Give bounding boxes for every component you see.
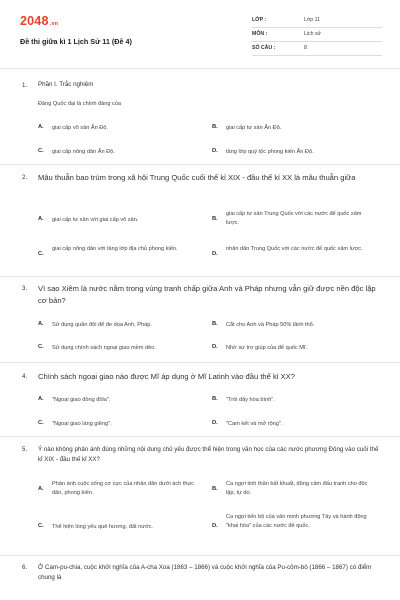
option-letter: B. [212, 321, 218, 327]
option-text: Sử dụng quân đội để đe dọa Anh, Pháp. [52, 322, 152, 328]
question-number: 2. [22, 174, 28, 181]
page-header [20, 14, 382, 60]
logo-suffix: .vn [49, 21, 59, 27]
divider [0, 555, 400, 556]
question-subtext: Đảng Quốc đại là chính đảng của [38, 101, 122, 107]
option-letter: C. [38, 344, 44, 350]
divider [0, 362, 400, 363]
meta-row-subject [252, 28, 382, 42]
option-text: giai cấp vô sản Ấn Độ. [52, 125, 108, 131]
option-text: "Ngoại giao láng giềng". [52, 421, 112, 427]
option-letter: A. [38, 321, 44, 327]
option-letter: C. [38, 251, 44, 257]
option-text: giai cấp tư sản với giai cấp vô sản. [52, 217, 139, 223]
option-letter: B. [212, 124, 218, 130]
option-text: Phản ánh cuộc sống cơ cực của nhân dân dưới ách thực dân, phong kiến. [52, 481, 195, 496]
option-letter: A. [38, 124, 44, 130]
option-text: Ca ngợi tiến bộ của văn minh phương Tây và hành động "khai hóa" của các nước đế quốc. [226, 514, 367, 529]
option-letter: D. [212, 420, 218, 426]
option-letter: B. [212, 396, 218, 402]
question-number: 3. [22, 285, 28, 292]
meta-value: Lịch sử [304, 31, 322, 37]
option-letter: C. [38, 420, 44, 426]
option-text: nhân dân Trung Quốc với các nước đế quốc xâm lược. [226, 246, 363, 252]
option-text: giai cấp nông dân Ấn Độ. [52, 149, 115, 155]
meta-row-class [252, 14, 382, 28]
option-text: giai cấp tư sản Trung Quốc với các nước đế quốc xâm lược. [226, 211, 362, 226]
divider [0, 164, 400, 165]
question-text: Chính sách ngoại giao nào được Mĩ áp dụng ở Mĩ Latinh vào đầu thế kỉ XX? [38, 372, 295, 381]
question-text: Ở Cam-pu-chia, cuộc khởi nghĩa của A-cha Xoa (1863 – 1866) và cuộc khởi nghĩa của Pu-côm-bô (1866 – 1867) có điểm chung là [38, 564, 372, 581]
option-letter: D. [212, 523, 218, 529]
option-text: Sử dụng chính sách ngoại giao mềm dẻo. [52, 345, 156, 351]
logo-text: 2048 [20, 14, 49, 28]
question-text: Ý nào không phản ánh đúng những nội dung chủ yếu được thể hiện trong văn học của các nước phương Đông vào cuối thế kỉ XIX - đầu thế kỉ XX? [38, 446, 379, 463]
question-text: Vì sao Xiêm là nước nằm trong vùng tranh chấp giữa Anh và Pháp nhưng vẫn giữ được nền độc lập cơ bản? [38, 284, 376, 306]
meta-key: MÔN : [252, 31, 268, 37]
exam-meta [252, 14, 382, 56]
option-letter: B. [212, 486, 218, 492]
meta-key: SỐ CÂU : [252, 45, 276, 51]
exam-title: Đề thi giữa kì 1 Lịch Sử 11 (Đề 4) [20, 37, 132, 46]
divider [0, 436, 400, 437]
option-text: Nhờ sự trợ giúp của đế quốc Mĩ. [226, 345, 308, 351]
option-letter: A. [38, 216, 44, 222]
divider [0, 68, 400, 69]
option-letter: C. [38, 523, 44, 529]
option-text: "Trói dây hòa bình". [226, 397, 275, 403]
meta-value: 8 [304, 45, 307, 51]
site-logo[interactable] [20, 14, 58, 28]
option-letter: D. [212, 148, 218, 154]
option-text: giai cấp tư sản Ấn Độ. [226, 125, 282, 131]
option-text: "Ngoại giao đồng đôla". [52, 397, 111, 403]
question-number: 1. [22, 82, 28, 89]
meta-row-count [252, 42, 382, 56]
option-letter: B. [212, 216, 218, 222]
option-text: tầng lớp quý tộc phong kiến Ấn Độ. [226, 149, 314, 155]
question-text: Mâu thuẫn bao trùm trong xã hội Trung Quốc cuối thế kỉ XIX - đầu thế kỉ XX là mâu thuẫn giữa [38, 173, 356, 182]
option-letter: C. [38, 148, 44, 154]
option-text: "Cam kết và mở rộng". [226, 421, 283, 427]
question-number: 4. [22, 373, 28, 380]
question-number: 6. [22, 564, 28, 571]
option-text: Ca ngợi tinh thần bất khuất, dũng cảm đấu tranh cho độc lập, tự do. [226, 481, 368, 496]
meta-value: Lớp 11 [304, 17, 320, 23]
option-letter: D. [212, 251, 218, 257]
question-number: 5. [22, 446, 28, 453]
option-letter: D. [212, 344, 218, 350]
option-text: giai cấp nông dân với tầng lớp địa chủ phong kiến. [52, 246, 178, 252]
option-text: Cắt cho Anh và Pháp 50% lãnh thổ. [226, 322, 315, 328]
divider [0, 276, 400, 277]
option-text: Thể hiện lòng yêu quê hương, đất nước. [52, 524, 153, 530]
question-text: Phần I. Trắc nghiệm [38, 81, 94, 88]
option-letter: A. [38, 486, 44, 492]
meta-key: LỚP : [252, 17, 267, 23]
option-letter: A. [38, 396, 44, 402]
